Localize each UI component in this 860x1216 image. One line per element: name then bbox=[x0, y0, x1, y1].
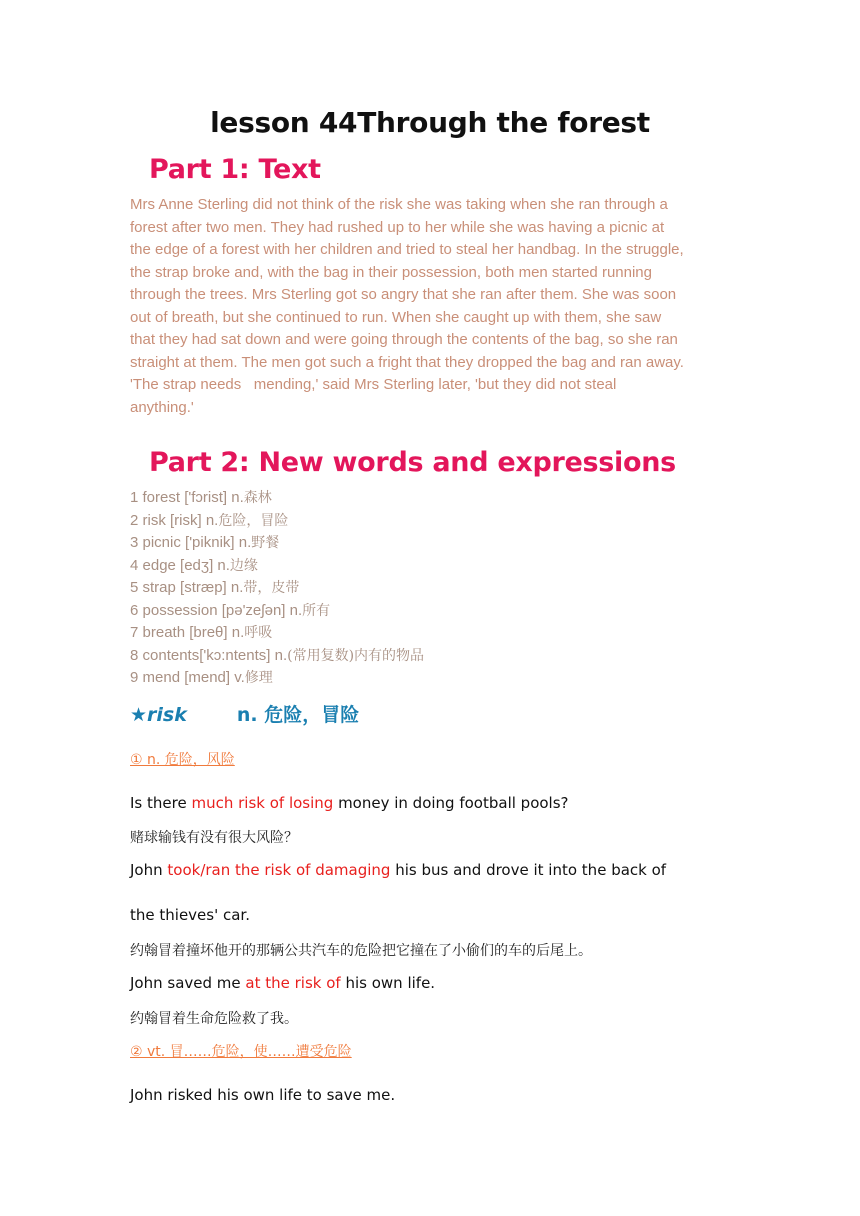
vocab-cn: 野餐 bbox=[251, 535, 280, 551]
vocab-en: 1 forest ['fɔrist] n. bbox=[130, 489, 244, 506]
vocab-item bbox=[130, 532, 424, 555]
example-highlight: at the risk of bbox=[245, 974, 341, 992]
vocab-en: 5 strap [stræp] n. bbox=[130, 579, 244, 596]
part2-heading: Part 2: New words and expressions bbox=[149, 447, 676, 478]
page-title: lesson 44Through the forest bbox=[210, 106, 650, 139]
example-highlight: much risk of losing bbox=[191, 794, 334, 812]
vocab-item bbox=[130, 577, 424, 600]
vocab-cn: 危险，冒险 bbox=[218, 512, 289, 529]
vocab-item bbox=[130, 487, 424, 510]
vocab-item bbox=[130, 510, 424, 533]
vocab-cn: (常用复数)内有的物品 bbox=[287, 647, 425, 664]
headword: ★risk bbox=[130, 704, 187, 726]
sense-2: ② vt. 冒……危险，使……遭受危险 bbox=[130, 1044, 352, 1060]
vocab-en: 2 risk [risk] n. bbox=[130, 511, 219, 529]
example-sentence-2-continued: the thieves' car. bbox=[130, 906, 250, 924]
text-line: through the trees. Mrs Sterling got so angry that she ran after them. She was soon bbox=[130, 286, 677, 303]
part1-text bbox=[130, 194, 735, 419]
example-sentence-1 bbox=[130, 794, 569, 812]
word-heading bbox=[130, 700, 359, 727]
translation-1: 赌球输钱有没有很大风险？ bbox=[130, 830, 298, 846]
translation-2: 约翰冒着撞坏他开的那辆公共汽车的危险把它撞在了小偷们的车的后尾上。 bbox=[130, 943, 592, 959]
vocab-item bbox=[130, 667, 424, 690]
vocab-en: 3 picnic ['piknik] n. bbox=[130, 534, 252, 551]
vocab-item bbox=[130, 555, 424, 578]
sense-1: ① n. 危险，风险 bbox=[130, 752, 235, 768]
vocab-en: 4 edge [edʒ] n. bbox=[130, 556, 230, 574]
vocab-cn: 带，皮带 bbox=[243, 580, 300, 596]
text-line: out of breath, but she continued to run. When she caught up with them, she saw bbox=[130, 308, 662, 326]
translation-3: 约翰冒着生命危险救了我。 bbox=[130, 1011, 298, 1027]
example-text: John saved me bbox=[130, 974, 246, 992]
example-text: John bbox=[130, 861, 168, 879]
text-line: the edge of a forest with her children and tried to steal her handbag. In the struggle, bbox=[130, 241, 684, 258]
vocab-en: 9 mend [mend] v. bbox=[130, 669, 245, 686]
example-sentence-4: John risked his own life to save me. bbox=[130, 1086, 396, 1104]
example-sentence-2 bbox=[130, 861, 666, 879]
vocab-list bbox=[130, 487, 424, 690]
text-line: that they had sat down and were going through the contents of the bag, so she ran bbox=[130, 331, 678, 348]
vocab-item bbox=[130, 645, 424, 668]
text-line: forest after two men. They had rushed up to her while she was having a picnic at bbox=[130, 218, 665, 236]
example-text: his own life. bbox=[340, 974, 436, 992]
vocab-cn: 修理 bbox=[244, 670, 273, 686]
vocab-item bbox=[130, 622, 424, 645]
vocab-en: 8 contents['kɔ:ntents] n. bbox=[130, 646, 288, 664]
part1-heading: Part 1: Text bbox=[149, 154, 321, 185]
example-text: his bus and drove it into the back of bbox=[390, 861, 667, 879]
example-sentence-3 bbox=[130, 974, 435, 992]
example-text: Is there bbox=[130, 794, 192, 812]
headword-meaning: n. 危险，冒险 bbox=[236, 704, 360, 726]
vocab-cn: 所有 bbox=[302, 602, 331, 619]
vocab-en: 7 breath [breθ] n. bbox=[130, 624, 245, 641]
vocab-cn: 边缘 bbox=[229, 557, 258, 574]
example-text: money in doing football pools? bbox=[333, 794, 569, 812]
text-line: the strap broke and, with the bag in their possession, both men started running bbox=[130, 263, 652, 281]
vocab-cn: 呼吸 bbox=[244, 625, 273, 641]
vocab-cn: 森林 bbox=[243, 490, 272, 506]
text-line: 'The strap needs mending,' said Mrs Sterling later, 'but they did not steal bbox=[130, 376, 617, 393]
example-highlight: took/ran the risk of damaging bbox=[167, 861, 391, 879]
text-line: straight at them. The men got such a fright that they dropped the bag and ran away. bbox=[130, 353, 684, 371]
vocab-item bbox=[130, 600, 424, 623]
text-line: Mrs Anne Sterling did not think of the risk she was taking when she ran through a bbox=[130, 196, 668, 213]
text-line: anything.' bbox=[130, 398, 194, 416]
vocab-en: 6 possession [pə'zeʃən] n. bbox=[130, 601, 303, 619]
